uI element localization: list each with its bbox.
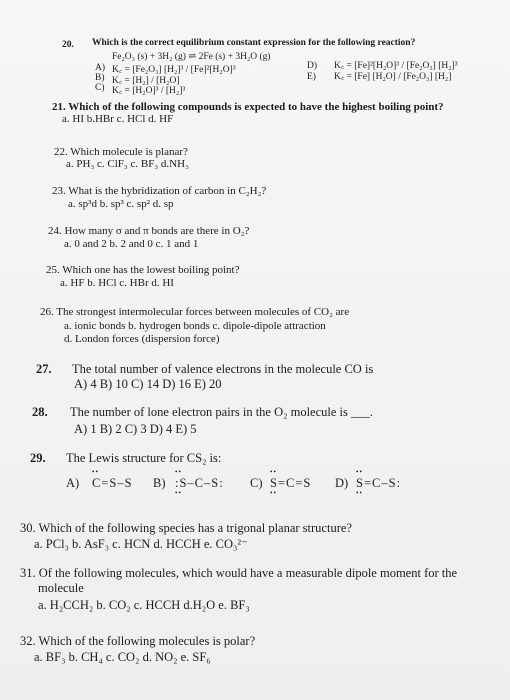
q26-question: 26. The strongest intermolecular forces between molecules of CO₂ are: [40, 306, 350, 318]
q28-question: The number of lone electron pairs in the O₂ molecule is ___.: [70, 405, 373, 419]
q23-question: 23. What is the hybridization of carbon in C₂H₂?: [52, 185, 267, 197]
q25-options: a. HF b. HCl c. HBr d. HI: [60, 277, 174, 289]
q26-options-line1: a. ionic bonds b. hydrogen bonds c. dipole-dipole attraction: [64, 320, 326, 332]
q29-option-c-structure: [270, 476, 311, 491]
q20-option-d: K꜀ = [Fe]²[H₂O]³ / [Fe₂O₃] [H₂]³: [334, 61, 458, 71]
q20-number: 20.: [62, 40, 74, 50]
q20-option-a-label: A): [95, 63, 106, 73]
q22-question: 22. Which molecule is planar?: [54, 146, 188, 158]
q20-option-d-label: D): [307, 61, 318, 71]
q20-option-e: K꜀ = [Fe] [H₂O] / [Fe₂O₃] [H₂]: [334, 72, 452, 82]
q20-question: Which is the correct equilibrium constant expression for the following reaction?: [92, 38, 416, 48]
q27-question: The total number of valence electrons in the molecule CO is: [72, 362, 374, 376]
q29-option-a-label: A): [66, 476, 80, 490]
q28-number: 28.: [32, 405, 48, 419]
q24-options: a. 0 and 2 b. 2 and 0 c. 1 and 1: [64, 238, 199, 250]
q20-option-a: K꜀ = [Fe₂O₃] [H₂]³ / [Fe]²[H₂O]³: [112, 65, 236, 75]
q29-option-a-structure: [92, 476, 133, 491]
q25-question: 25. Which one has the lowest boiling point?: [46, 264, 240, 276]
q28-options: A) 1 B) 2 C) 3 D) 4 E) 5: [74, 422, 197, 436]
q27-options: A) 4 B) 10 C) 14 D) 16 E) 20: [74, 377, 222, 391]
q31-options: a. H₂CCH₂ b. CO₂ c. HCCH d.H₂O e. BF₃: [38, 598, 250, 612]
q31-question-line2: molecule: [38, 581, 84, 595]
q29-option-d-structure: [356, 476, 401, 491]
q30-options: a. PCl₃ b. AsF₃ c. HCN d. HCCH e. CO₃²⁻: [34, 537, 248, 551]
q29-option-c-text: •• S=C=S ••: [270, 476, 311, 491]
q31-question: 31. Of the following molecules, which would have a measurable dipole moment for the: [20, 566, 458, 580]
q21-options: a. HI b.HBr c. HCl d. HF: [62, 113, 174, 125]
q29-option-c-label: C): [250, 476, 263, 490]
q24-question: 24. How many σ and π bonds are there in O₂?: [48, 225, 250, 237]
q20-option-c: K꜀ = [H₂O]³ / [H₂]³: [112, 86, 186, 96]
q29-option-d-text: •• S=C–S: ••: [356, 476, 401, 491]
q20-option-e-label: E): [307, 72, 316, 82]
q29-question: The Lewis structure for CS₂ is:: [66, 451, 222, 465]
q29-number: 29.: [30, 451, 46, 465]
q20-option-b: K꜀ = [H₂] / [H₂O]: [112, 76, 180, 86]
q20-option-b-label: B): [95, 73, 105, 83]
q30-question: 30. Which of the following species has a trigonal planar structure?: [20, 521, 352, 535]
q29-option-a-text: •• C=S–S: [92, 476, 133, 491]
q21-question: 21. Which of the following compounds is expected to have the highest boiling point?: [52, 101, 444, 113]
q22-options: a. PH₃ c. ClF₃ c. BF₃ d.NH₃: [66, 158, 189, 170]
q29-option-b-text: •• :S–C–S: ••: [175, 476, 224, 491]
q23-options: a. sp³d b. sp³ c. sp² d. sp: [68, 198, 174, 210]
q29-option-b-structure: [175, 476, 224, 491]
q29-option-b-label: B): [153, 476, 166, 490]
q32-question: 32. Which of the following molecules is polar?: [20, 634, 256, 648]
q20-reaction: Fe₂O₃ (s) + 3H₂ (g) ⇌ 2Fe (s) + 3H₂O (g): [112, 52, 271, 62]
q20-option-c-label: C): [95, 83, 105, 93]
q27-number: 27.: [36, 362, 52, 376]
q29-option-d-label: D): [335, 476, 349, 490]
q32-options: a. BF₃ b. CH₄ c. CO₂ d. NO₂ e. SF₆: [34, 650, 211, 664]
q26-options-line2: d. London forces (dispersion force): [64, 333, 220, 345]
